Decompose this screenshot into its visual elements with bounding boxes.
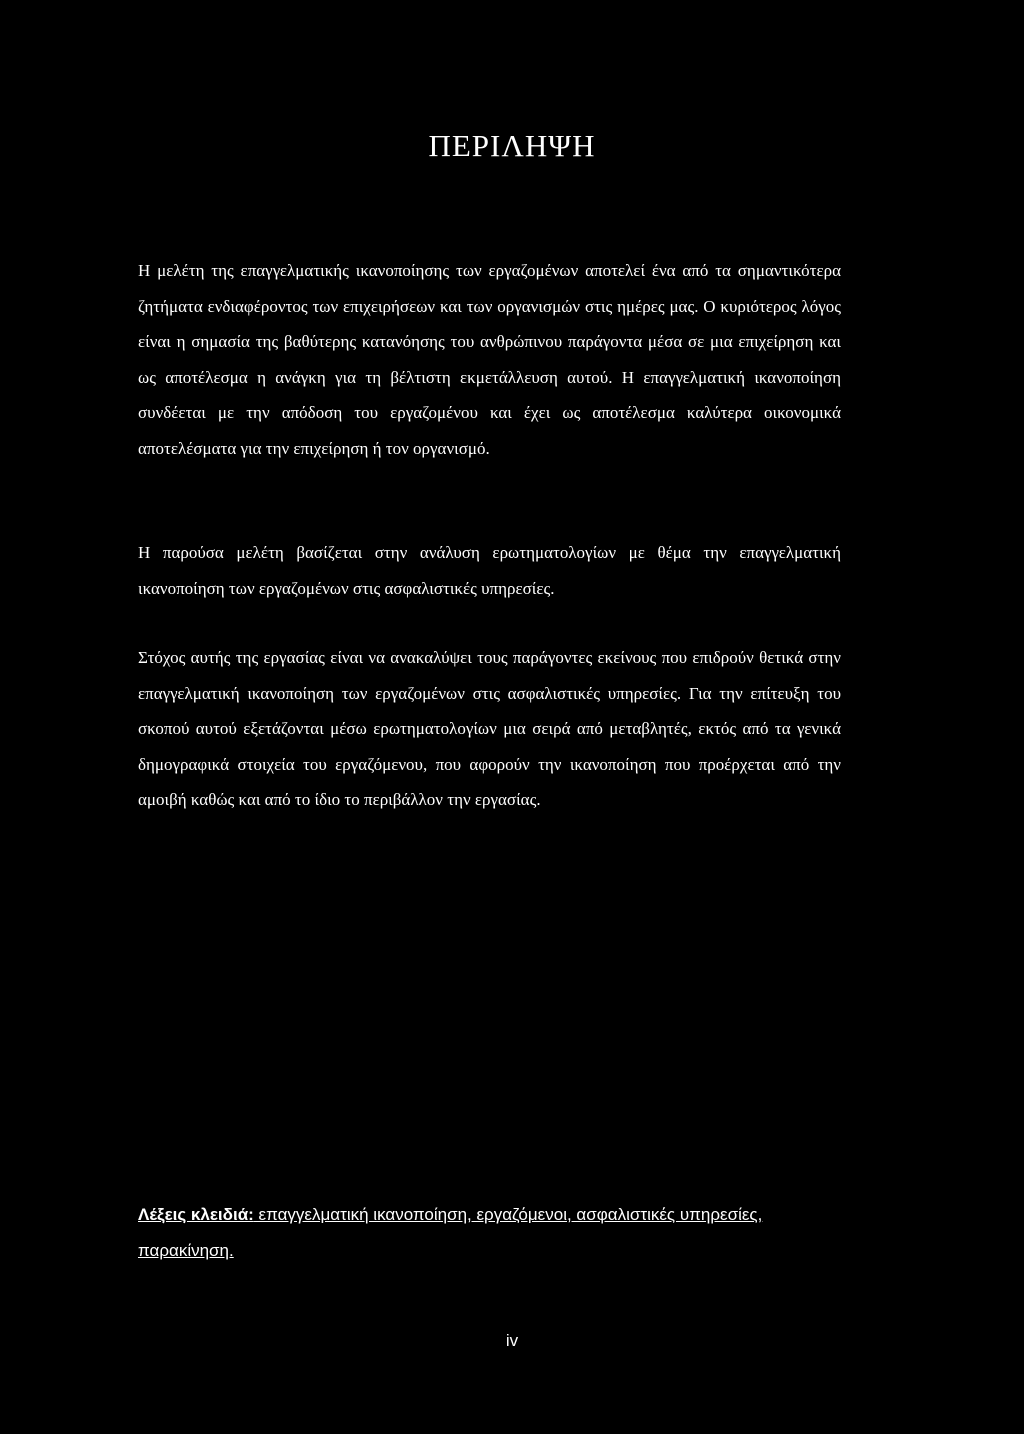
keywords-label: Λέξεις κλειδιά:	[138, 1205, 254, 1224]
keywords-text: επαγγελματική ικανοποίηση, εργαζόμενοι, ασφαλιστικές υπηρεσίες, παρακίνηση.	[138, 1205, 763, 1260]
page-title: ΠΕΡΙΛΗΨΗ	[428, 128, 596, 163]
paragraph-goal: Στόχος αυτής της εργασίας είναι να ανακαλύψει τους παράγοντες εκείνους που επιδρούν θετικά στην επαγγελματική ικανοποίηση των εργαζομένων στις ασφαλιστικές υπηρεσίες. Για την επίτευξη του σκοπού αυτού εξετάζονται μέσω ερωτηματολογίων μια σειρά από μεταβλητές, εκτός από τα γενικά δημογραφικά στοιχεία του εργαζόμενου, που αφορούν την ικανοποίηση που προέρχεται από την αμοιβή καθώς και από το ίδιο το περιβάλλον την εργασίας.	[138, 648, 841, 809]
page-number: iv	[505, 1331, 519, 1350]
paragraph-study: Η παρούσα μελέτη βασίζεται στην ανάλυση ερωτηματολογίων με θέμα την επαγγελματική ικανοποίηση των εργαζομένων στις ασφαλιστικές υπηρεσίες.	[138, 543, 841, 598]
paragraph-intro: Η μελέτη της επαγγελματικής ικανοποίησης των εργαζομένων αποτελεί ένα από τα σημαντικότερα ζητήματα ενδιαφέροντος των επιχειρήσεων και των οργανισμών στις ημέρες μας. Ο κυριότερος λόγος είναι η σημασία της βαθύτερης κατανόησης του ανθρώπινου παράγοντα μέσα σε μια επιχείρηση και ως αποτέλεσμα η ανάγκη για τη βέλτιστη εκμετάλλευση αυτού. Η επαγγελματική ικανοποίηση συνδέεται με την απόδοση του εργαζομένου και έχει ως αποτέλεσμα καλύτερα οικονομικά αποτελέσματα για την επιχείρηση ή τον οργανισμό.	[138, 261, 841, 458]
keywords	[138, 1197, 848, 1268]
